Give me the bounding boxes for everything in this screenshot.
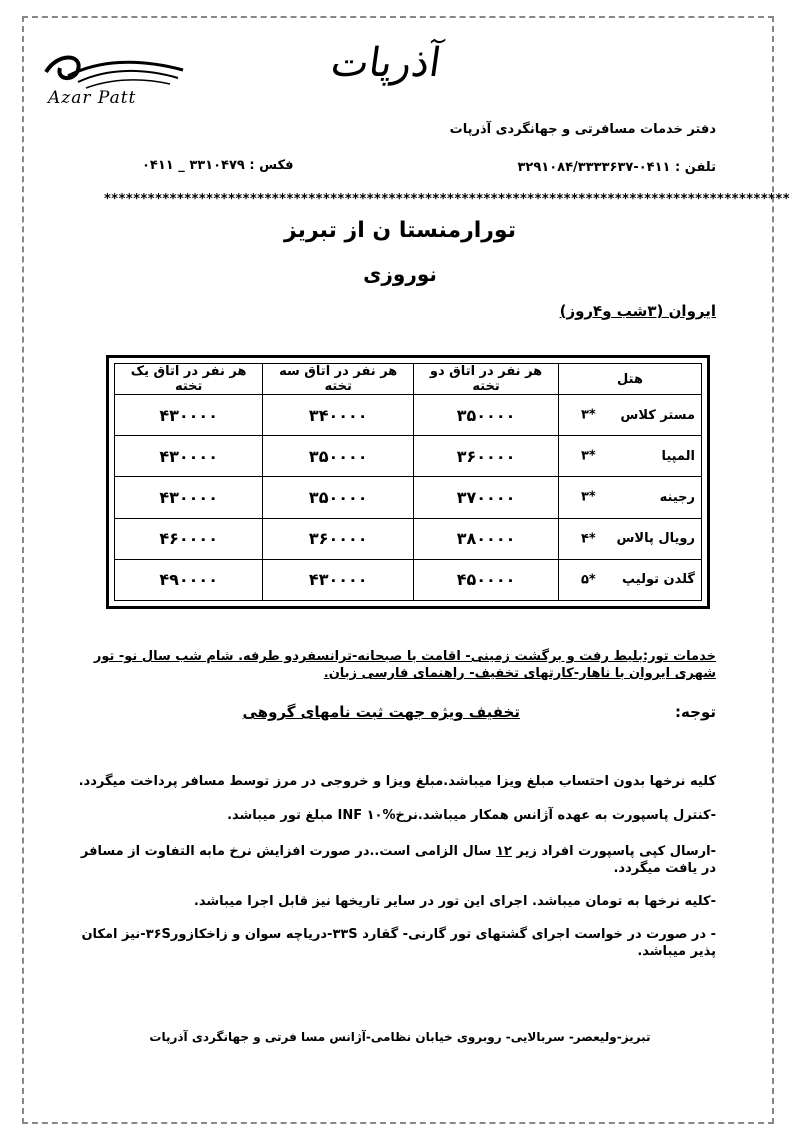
price-double: ۳۵۰۰۰۰ — [414, 395, 559, 436]
price-double: ۳۶۰۰۰۰ — [414, 436, 559, 477]
hotel-name: گلدن تولیپ — [622, 572, 695, 588]
note-passport: -کنترل پاسپورت به عهده آژانس همکار میباشد.نرخINF ۱۰% مبلغ تور میباشد. — [227, 808, 716, 823]
note-visa: کلیه نرخها بدون احتساب مبلغ ویزا میباشد.مبلغ ویزا و خروجی در مرز توسط مسافر پرداخت میگردد. — [78, 774, 716, 789]
logo-title: آذرپات — [328, 40, 444, 86]
fax-number: فکس : ۳۳۱۰۴۷۹ _ ۰۴۱۱ — [142, 158, 294, 173]
table-row — [115, 518, 702, 559]
table-header-row — [115, 364, 702, 395]
price-single: ۴۳۰۰۰۰ — [115, 477, 263, 518]
hotel-stars: ۴* — [581, 531, 596, 547]
azar-patt-logo — [38, 50, 188, 112]
price-table-frame — [106, 355, 710, 609]
hotel-stars: ۳* — [581, 407, 596, 423]
price-single: ۴۹۰۰۰۰ — [115, 559, 263, 600]
hotel-cell — [559, 518, 702, 559]
hotel-name: رجینه — [659, 489, 695, 505]
header-double: هر نفر در اتاق دو تخته — [414, 364, 559, 395]
note-passport-copy — [76, 843, 716, 877]
price-double: ۳۸۰۰۰۰ — [414, 518, 559, 559]
price-triple: ۳۵۰۰۰۰ — [263, 436, 414, 477]
services-text: بلیط رفت و برگشت زمینی- اقامت با صبحانه-ترانسفردو طرفه. شام شب سال نو- تور شهری ایروان با ناهار-کارتهای تخفیف- راهنمای فارسی زبان. — [93, 649, 716, 681]
hotel-cell — [559, 559, 702, 600]
header-hotel: هتل — [559, 364, 702, 395]
table-row — [115, 395, 702, 436]
header-triple: هر نفر در اتاق سه تخته — [263, 364, 414, 395]
hotel-stars: ۳* — [581, 448, 596, 464]
note-extra-tours: - در صورت در خواست اجرای گشتهای تور گارنی- گقارد ۳۳S-دریاچه سوان و زاخکازور۳۶S-نیز امکان پذیر میباشد. — [81, 927, 716, 959]
price-double: ۴۵۰۰۰۰ — [414, 559, 559, 600]
note-passport-copy-post: سال الزامی است..در صورت افزایش نرخ مابه التفاوت از مسافر در یافت میگردد. — [80, 844, 716, 876]
office-name: دفتر خدمات مسافرتی و جهانگردی آذرپات — [449, 122, 716, 137]
hotel-cell — [559, 395, 702, 436]
separator-line: ********************************************************************************************** — [104, 192, 791, 207]
hotel-name: المپیا — [661, 448, 695, 464]
price-triple: ۳۴۰۰۰۰ — [263, 395, 414, 436]
footer-address: تبریز-ولیعصر- سربالایی- روبروی خیابان نظامی-آژانس مسا فرتی و جهانگردی آذرپات — [149, 1030, 651, 1044]
note-currency: -کلیه نرخها به تومان میباشد. اجرای این تور در سایر تاریخها نیز قابل اجرا میباشد. — [193, 894, 716, 909]
table-row — [115, 559, 702, 600]
hotel-stars: ۳* — [581, 489, 596, 505]
hotel-cell — [559, 477, 702, 518]
hotel-stars: ۵* — [581, 572, 596, 588]
table-row — [115, 436, 702, 477]
header-single: هر نفر در اتاق یک تخته — [115, 364, 263, 395]
price-triple: ۳۶۰۰۰۰ — [263, 518, 414, 559]
table-row — [115, 477, 702, 518]
tour-subtitle: نوروزی — [363, 262, 437, 286]
tour-duration: ایروان (۳شب و۴روز) — [559, 302, 716, 320]
note-age: ۱۲ — [496, 844, 512, 859]
hotel-name: مستر کلاس — [620, 407, 695, 423]
note-passport-copy-pre: -ارسال کپی پاسپورت افراد زیر — [516, 844, 716, 859]
hotel-cell — [559, 436, 702, 477]
services-label: خدمات تور: — [642, 649, 716, 664]
tour-services — [76, 648, 716, 682]
price-table — [114, 363, 702, 601]
price-triple: ۳۵۰۰۰۰ — [263, 477, 414, 518]
logo-script-text: Azar Patt — [48, 88, 137, 108]
notice-text: تخفیف ویژه جهت ثبت نامهای گروهی — [242, 703, 520, 721]
price-double: ۳۷۰۰۰۰ — [414, 477, 559, 518]
hotel-name: رویال پالاس — [616, 531, 695, 547]
price-single: ۴۶۰۰۰۰ — [115, 518, 263, 559]
price-triple: ۴۳۰۰۰۰ — [263, 559, 414, 600]
tour-title: تورارمنستا ن از تبریز — [284, 218, 516, 243]
price-single: ۴۳۰۰۰۰ — [115, 395, 263, 436]
phone-number: تلفن : ۰۴۱۱-۳۲۹۱۰۸۴/۳۳۳۳۶۳۷ — [517, 160, 716, 175]
notice-label: توجه: — [675, 703, 716, 721]
price-single: ۴۳۰۰۰۰ — [115, 436, 263, 477]
